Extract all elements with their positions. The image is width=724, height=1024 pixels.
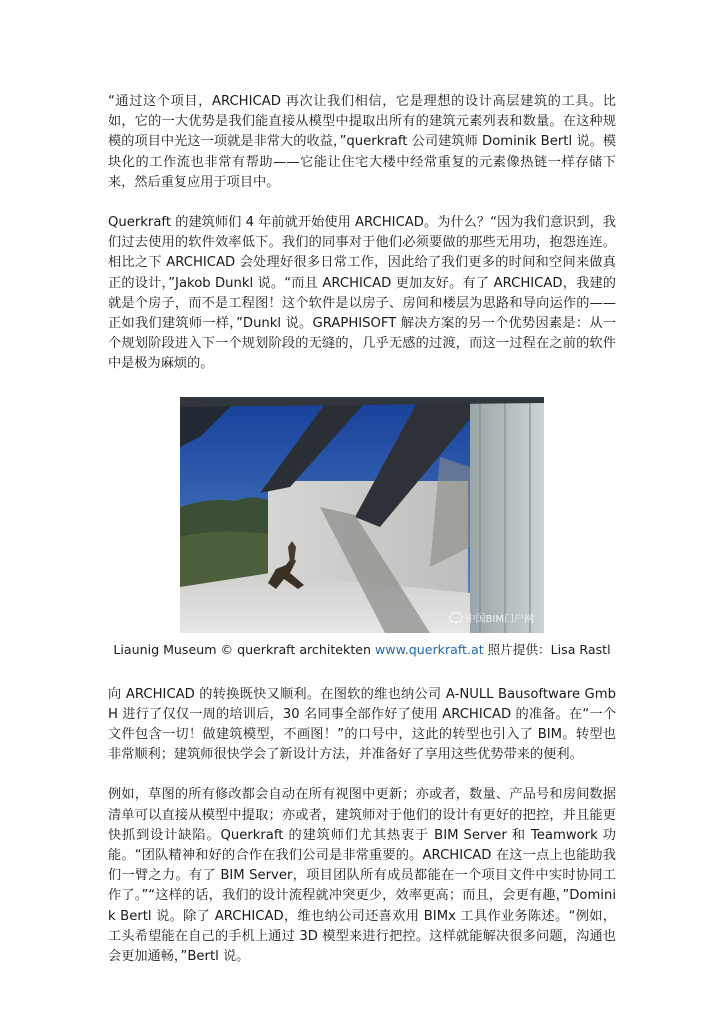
caption-prefix: Liaunig Museum © querkraft architekten [113, 641, 375, 657]
museum-photo [180, 397, 544, 633]
wechat-icon [449, 612, 463, 623]
paragraph-quote-bertl: “通过这个项目，ARCHICAD 再次让我们相信，它是理想的设计高层建筑的工具。比如，它的一大优势是我们能直接从模型中提取出所有的建筑元素列表和数量。在这种规模的项目中光这一项就是非常大的收益，”querkraft 公司建筑师 Dominik Bertl 说。模块化的工作流也非常有帮助——它能让住宅大楼中经常重复的元素像热链一样存储下来，然后重复应用于项目中。 [108, 94, 616, 190]
paragraph-transition: 向 ARCHICAD 的转换既快又顺利。在图软的维也纳公司 A-NULL Bausoftware GmbH 进行了仅仅一周的培训后，30 名同事全部作好了使用 ARCHICAD 的准备。在“一个文件包含一切！做建筑模型，不画图！”的口号中，这此的转型也引入了 BIM。转型也非常顺利；建筑师很快学会了新设计方法，并准备好了享用这些优势带来的便利。 [108, 686, 616, 763]
querkraft-link[interactable]: www.querkraft.at [375, 641, 484, 657]
photo-caption [108, 641, 616, 659]
watermark [449, 610, 534, 625]
paragraph-querkraft-history: Querkraft 的建筑师们 4 年前就开始使用 ARCHICAD。为什么？“因为我们意识到，我们过去使用的软件效率低下。我们的同事对于他们必须要做的那些无用功，抱怨连连。相比之下 ARCHICAD 会处理好很多日常工作，因此给了我们更多的时间和空间来做真正的设计，”Jakob Dunkl 说。“而且 ARCHICAD 更加友好。有了 ARCHICAD，我建的就是个房子，而不是工程图！这个软件是以房子、房间和楼层为思路和导向运作的——正如我们建筑师一样，”Dunkl 说。GRAPHISOFT 解决方案的另一个优势因素是：从一个规划阶段进入下一个规划阶段的无缝的，几乎无感的过渡，而这一过程在之前的软件中是极为麻烦的。 [108, 215, 616, 372]
document-page [108, 92, 616, 967]
watermark-text: 中国BIM门户网 [465, 613, 534, 625]
paragraph-bim-server: 例如，草图的所有修改都会自动在所有视图中更新；亦或者，数量、产品号和房间数据清单可以直接从模型中提取；亦或者，建筑师对于他们的设计有更好的把控，并且能更快抓到设计缺陷。Querkraft 的建筑师们尤其热衷于 BIM Server 和 Teamwork 功能。“团队精神和好的合作在我们公司是非常重要的。ARCHICAD 在这一点上也能助我们一臂之力。有了 BIM Server，项目团队所有成员都能在一个项目文件中实时协同工作了。”“这样的话，我们的设计流程就冲突更少，效率更高；而且，会更有趣，”Dominik Bertl 说。除了 ARCHICAD，维也纳公司还喜欢用 BIMx 工具作业务陈述。“例如，工头希望能在自己的手机上通过 3D 模型来进行把控。这样就能解决很多问题，沟通也会更加通畅，”Bertl 说。 [108, 787, 616, 965]
caption-suffix: 照片提供：Lisa Rastl [483, 641, 611, 657]
museum-photo-illustration [180, 397, 544, 633]
